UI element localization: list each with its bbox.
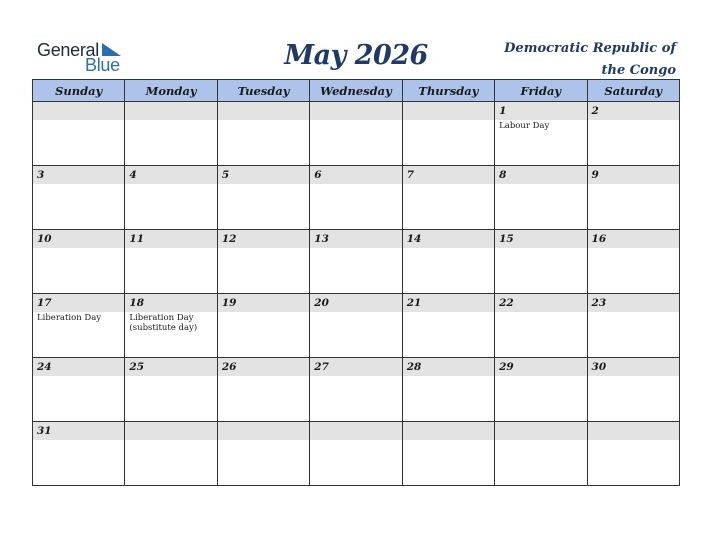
weekday-wednesday: Wednesday: [310, 80, 402, 102]
weekday-saturday: Saturday: [587, 80, 679, 102]
day-number: 22: [495, 294, 586, 312]
day-cell: [310, 230, 402, 294]
country-name: [476, 38, 676, 82]
holiday-label: [125, 312, 216, 333]
day-cell: [125, 166, 217, 230]
day-cell: [310, 294, 402, 358]
day-number: 2: [588, 102, 679, 120]
day-number: 9: [588, 166, 679, 184]
day-cell: [402, 422, 494, 486]
day-cell: [125, 358, 217, 422]
day-cell: [402, 294, 494, 358]
day-cell: [587, 294, 679, 358]
day-cell: [402, 166, 494, 230]
weekday-thursday: Thursday: [402, 80, 494, 102]
day-number: 6: [310, 166, 401, 184]
day-number: 11: [125, 230, 216, 248]
week-row-6: [33, 422, 680, 486]
week-row-5: [33, 358, 680, 422]
page-title: May 2026: [284, 40, 428, 71]
day-number: [495, 422, 586, 440]
holiday-label-line-1: Liberation Day: [129, 313, 194, 323]
day-number: [310, 102, 401, 120]
month-calendar: [32, 79, 680, 486]
day-cell: [587, 358, 679, 422]
week-row-4: [33, 294, 680, 358]
holiday-label: Labour Day: [499, 121, 550, 131]
day-cell: [495, 294, 587, 358]
day-cell: [125, 230, 217, 294]
country-line-2: the Congo: [601, 63, 676, 78]
day-number: 25: [125, 358, 216, 376]
day-number: 15: [495, 230, 586, 248]
day-number: 26: [218, 358, 309, 376]
country-line-1: Democratic Republic of: [504, 41, 676, 56]
weekday-tuesday: Tuesday: [217, 80, 309, 102]
weekday-sunday: Sunday: [33, 80, 125, 102]
day-number: 24: [33, 358, 124, 376]
day-cell: [495, 422, 587, 486]
day-cell: [217, 358, 309, 422]
day-number: 29: [495, 358, 586, 376]
day-number: [218, 102, 309, 120]
day-cell: [217, 294, 309, 358]
day-cell: [402, 358, 494, 422]
holiday-label-line-2: (substitute day): [129, 323, 198, 333]
weekday-monday: Monday: [125, 80, 217, 102]
day-number: 20: [310, 294, 401, 312]
day-number: 8: [495, 166, 586, 184]
day-cell: [33, 422, 125, 486]
day-number: [588, 422, 679, 440]
day-number: 19: [218, 294, 309, 312]
day-number: 16: [588, 230, 679, 248]
logo-blue-text: Blue: [85, 55, 120, 75]
day-number: 31: [33, 422, 124, 440]
day-number: [310, 422, 401, 440]
weekday-header-row: [33, 80, 680, 102]
day-cell: [310, 358, 402, 422]
day-number: 28: [403, 358, 494, 376]
day-cell: [495, 230, 587, 294]
day-cell: [402, 230, 494, 294]
generalblue-logo: [37, 40, 127, 74]
week-row-3: [33, 230, 680, 294]
day-cell: [33, 230, 125, 294]
day-cell: [587, 102, 679, 166]
day-cell: [310, 422, 402, 486]
day-number: 3: [33, 166, 124, 184]
day-number: 14: [403, 230, 494, 248]
holiday-label: Liberation Day: [37, 313, 102, 323]
day-cell: [33, 166, 125, 230]
logo-general-text: General: [37, 40, 99, 60]
day-number: 13: [310, 230, 401, 248]
day-number: [125, 422, 216, 440]
day-cell: [217, 230, 309, 294]
day-cell: [495, 166, 587, 230]
day-cell: [495, 102, 587, 166]
day-cell: [33, 294, 125, 358]
day-cell: [33, 358, 125, 422]
day-cell: [125, 102, 217, 166]
day-cell: [125, 422, 217, 486]
day-cell: [217, 102, 309, 166]
day-number: 1: [495, 102, 586, 120]
day-number: 7: [403, 166, 494, 184]
day-number: [403, 102, 494, 120]
day-number: 21: [403, 294, 494, 312]
day-cell: [587, 230, 679, 294]
day-number: 17: [33, 294, 124, 312]
day-cell: [217, 422, 309, 486]
day-cell: [402, 102, 494, 166]
day-cell: [217, 166, 309, 230]
day-number: 5: [218, 166, 309, 184]
day-number: 12: [218, 230, 309, 248]
day-cell: [310, 102, 402, 166]
day-cell: [125, 294, 217, 358]
day-number: 4: [125, 166, 216, 184]
day-cell: [587, 422, 679, 486]
day-number: 30: [588, 358, 679, 376]
day-number: [403, 422, 494, 440]
day-number: [33, 102, 124, 120]
day-number: [125, 102, 216, 120]
day-number: 23: [588, 294, 679, 312]
day-cell: [33, 102, 125, 166]
day-number: [218, 422, 309, 440]
day-cell: [587, 166, 679, 230]
day-cell: [310, 166, 402, 230]
day-number: 27: [310, 358, 401, 376]
week-row-1: [33, 102, 680, 166]
week-row-2: [33, 166, 680, 230]
day-cell: [495, 358, 587, 422]
weekday-friday: Friday: [495, 80, 587, 102]
day-number: 18: [125, 294, 216, 312]
day-number: 10: [33, 230, 124, 248]
